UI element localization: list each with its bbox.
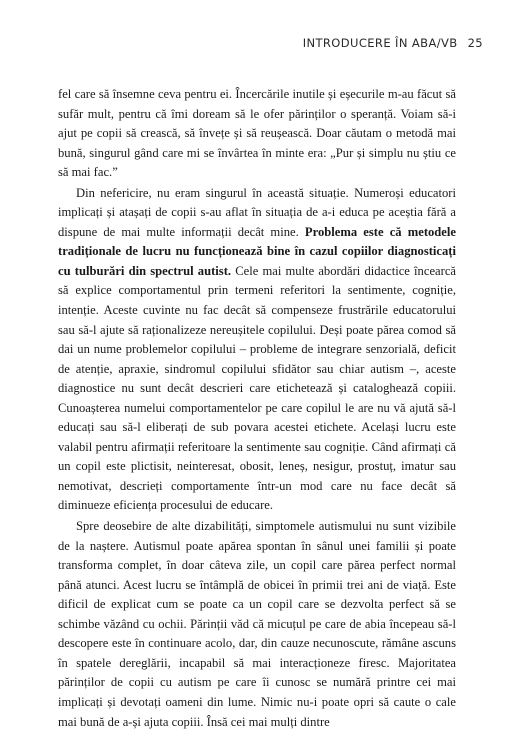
paragraph-2 bbox=[58, 184, 456, 516]
paragraph-1: fel care să însemne ceva pentru ei. Încercările inutile și eșecurile m-au făcut să sufăr mult, pentru că îmi doream să le ofer părinților o speranță. Voiam să-i ajut pe copii să crească, să învețe și să reușească. Doar căutam o metodă mai bună, singurul gând care mi se învârtea în minte era: „Pur și simplu nu știu ce să mai fac.” bbox=[58, 87, 456, 180]
running-title: INTRODUCERE ÎN ABA/VB bbox=[302, 36, 458, 50]
running-header bbox=[303, 36, 483, 50]
paragraph-2-text-before: Din nefericire, nu eram singurul în această situație. Numeroși educatori implicați și atașați de copii s-au aflat în situația de a-i educa pe aceștia fără a dispune de mai multe informații decât mine. bbox=[58, 185, 456, 239]
page-number: 25 bbox=[467, 36, 483, 50]
paragraph-2-bold-statement: Problema este că metodele tradiționale de lucru nu funcționează bine în cazul copiilor diagnosticați cu tulburări din spectrul autist. bbox=[58, 224, 456, 278]
paragraph-2-text-after: Cele mai multe abordări didactice încearcă să explice comportamentul prin termeni referitori la sentimente, cogniție, intenție. Aceste cuvinte nu fac decât să compenseze frustrările educatorului sau să-l ajute să raționalizeze nereușitele copilului. Deși poate părea comod să dai un nume problemelor copilului – probleme de integrare senzorială, deficit de atenție, apraxie, sindromul copilului sfidător sau chiar autism –, aceste diagnostice nu sunt decât descrieri care etichetează și cataloghează copiii. Cunoașterea numelui comportamentelor pe care copilul le are nu vă ajută să-l educați sau să-l eliberați de sub povara acestei etichete. Același lucru este valabil pentru afirmații referitoare la sentimente sau cogniție. Când afirmați că un copil este plictisit, neinteresat, obosit, leneș, nesigur, prostuț, imatur sau nemotivat, descrieți comportamente într-un mod care nu face decât să diminueze eficiența procesului de educare. bbox=[58, 263, 456, 513]
paragraph-3: Spre deosebire de alte dizabilități, simptomele autismului nu sunt vizibile de la naștere. Autismul poate apărea spontan în sânul unei familii și poate transforma complet, în doar câteva zile, un copil care părea perfect normal până atunci. Acest lucru se întâmplă de obicei în primii trei ani de viață. Este dificil de explicat cum se poate ca un copil care se dezvolta perfect să se schimbe văzând cu ochii. Părinții văd că micuțul pe care de abia începeau să-l descopere este în continuare acolo, dar, din cauze necunoscute, rămâne ascuns în spatele dereglării, incapabil să mai interacționeze firesc. Majoritatea părinților de copii cu autism pe care îi cunosc se numără printre cei mai implicați și devotați oameni din lume. Nimic nu-i poate opri să caute o cale mai bună de a-și ajuta copiii. Însă cei mai mulți dintre bbox=[58, 519, 456, 729]
body-text bbox=[58, 85, 456, 732]
